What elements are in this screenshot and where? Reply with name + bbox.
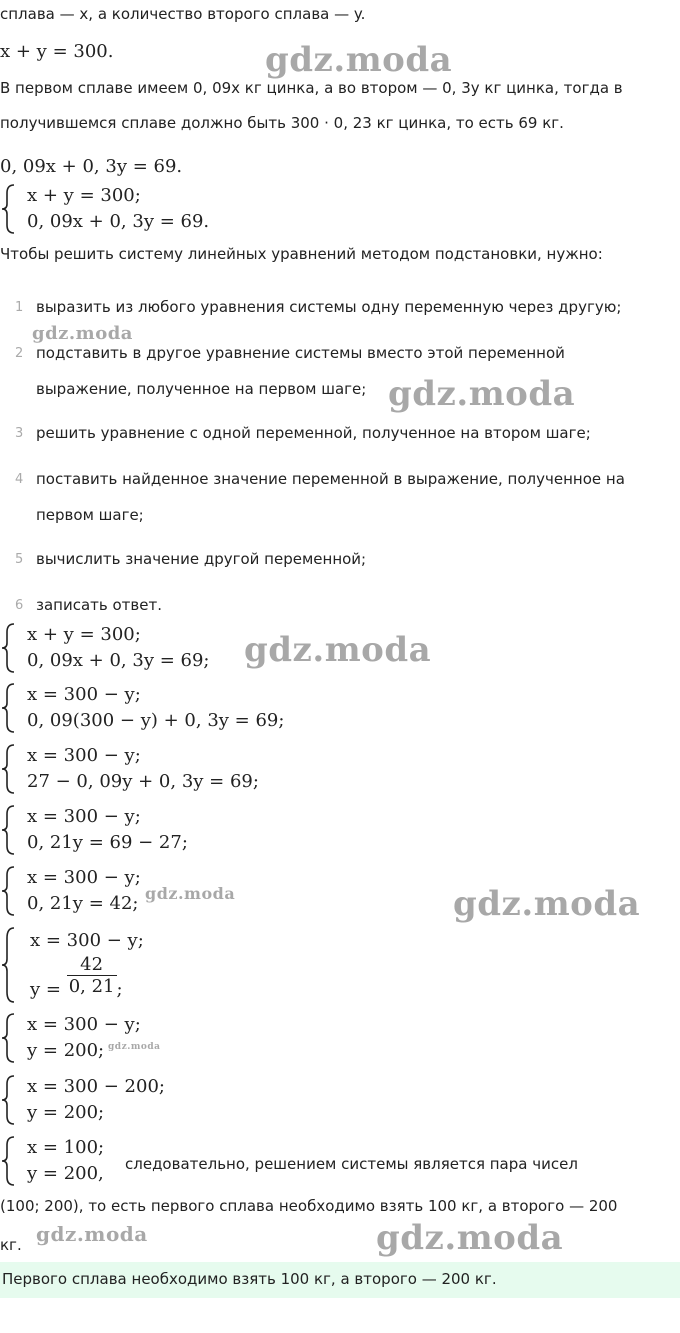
brace-icon (0, 865, 18, 917)
system-row: 27 − 0, 09y + 0, 3y = 69; (27, 771, 259, 792)
list-number: 1 (15, 300, 24, 315)
watermark-logo: gdz.moda (108, 1042, 161, 1052)
text-line: следовательно, решением системы является пара чисел (125, 1155, 578, 1173)
list-number: 6 (15, 598, 24, 613)
brace-icon (0, 1012, 18, 1064)
list-item: записать ответ. (36, 596, 162, 614)
brace-icon (0, 743, 18, 795)
system-row: x = 100; (27, 1137, 105, 1158)
brace-icon (0, 622, 18, 674)
list-item: первом шаге; (36, 506, 144, 524)
system-row: x + y = 300; (27, 185, 141, 206)
list-number: 2 (15, 346, 24, 361)
answer-box (0, 1262, 680, 1298)
watermark-logo: gdz.moda (244, 630, 432, 670)
brace-icon (0, 804, 18, 856)
fraction (67, 954, 117, 997)
list-item: решить уравнение с одной переменной, полученное на втором шаге; (36, 424, 591, 442)
system-row: y = 200; (27, 1102, 105, 1123)
watermark-logo: gdz.moda (388, 374, 576, 414)
system-row: x = 300 − y; (27, 745, 141, 766)
list-item: выражение, полученное на первом шаге; (36, 380, 367, 398)
brace-icon (0, 183, 18, 235)
system-row: x = 300 − y; (27, 806, 141, 827)
answer-text: Первого сплава необходимо взять 100 кг, а второго — 200 кг. (2, 1270, 497, 1288)
watermark-logo: gdz.moda (32, 323, 133, 344)
list-number: 3 (15, 426, 24, 441)
system-row: 0, 09x + 0, 3y = 69. (27, 211, 210, 232)
system-row: 0, 21y = 42; (27, 893, 139, 914)
system-row: 0, 21y = 69 − 27; (27, 832, 188, 853)
text-line: получившемся сплаве должно быть 300 · 0, 23 кг цинка, то есть 69 кг. (0, 114, 564, 132)
list-item: поставить найденное значение переменной в выражение, полученное на (36, 470, 625, 488)
system-row: x + y = 300; (27, 624, 141, 645)
brace-icon (0, 1135, 18, 1187)
list-number: 5 (15, 552, 24, 567)
equation: 0, 09x + 0, 3y = 69. (0, 156, 183, 177)
text-line: (100; 200), то есть первого сплава необходимо взять 100 кг, а второго — 200 (0, 1197, 618, 1215)
system-row: x = 300 − y; (30, 930, 144, 951)
system-row: 0, 09(300 − y) + 0, 3y = 69; (27, 710, 285, 731)
brace-icon (0, 926, 18, 1004)
brace-icon (0, 682, 18, 734)
brace-icon (0, 1074, 18, 1126)
text-line: Чтобы решить систему линейных уравнений методом подстановки, нужно: (0, 245, 603, 263)
text-line: сплава — x, а количество второго сплава — y. (0, 5, 366, 23)
equation-lhs: y = (30, 978, 67, 1000)
list-item: вычислить значение другой переменной; (36, 550, 367, 568)
watermark-logo: gdz.moda (376, 1218, 564, 1258)
system-row: x = 300 − 200; (27, 1076, 165, 1097)
system-row (30, 954, 123, 1000)
system-row: y = 200, (27, 1163, 104, 1184)
system-row: x = 300 − y; (27, 684, 141, 705)
list-number: 4 (15, 472, 24, 487)
fraction-numerator: 42 (67, 954, 117, 976)
watermark-logo: gdz.moda (145, 884, 236, 903)
system-row: y = 200; (27, 1040, 105, 1061)
watermark-logo: gdz.moda (36, 1222, 148, 1246)
text-line: кг. (0, 1236, 22, 1254)
system-row: x = 300 − y; (27, 1014, 141, 1035)
list-item: подставить в другое уравнение системы вместо этой переменной (36, 344, 565, 362)
list-item: выразить из любого уравнения системы одну переменную через другую; (36, 298, 622, 316)
fraction-denominator: 0, 21 (68, 976, 115, 997)
text-line: В первом сплаве имеем 0, 09x кг цинка, а во втором — 0, 3y кг цинка, тогда в (0, 79, 623, 97)
system-row: 0, 09x + 0, 3y = 69; (27, 650, 210, 671)
watermark-logo: gdz.moda (265, 40, 453, 80)
equation-suffix: ; (116, 978, 123, 1000)
watermark-logo: gdz.moda (453, 884, 641, 924)
system-row: x = 300 − y; (27, 867, 141, 888)
equation: x + y = 300. (0, 41, 114, 62)
